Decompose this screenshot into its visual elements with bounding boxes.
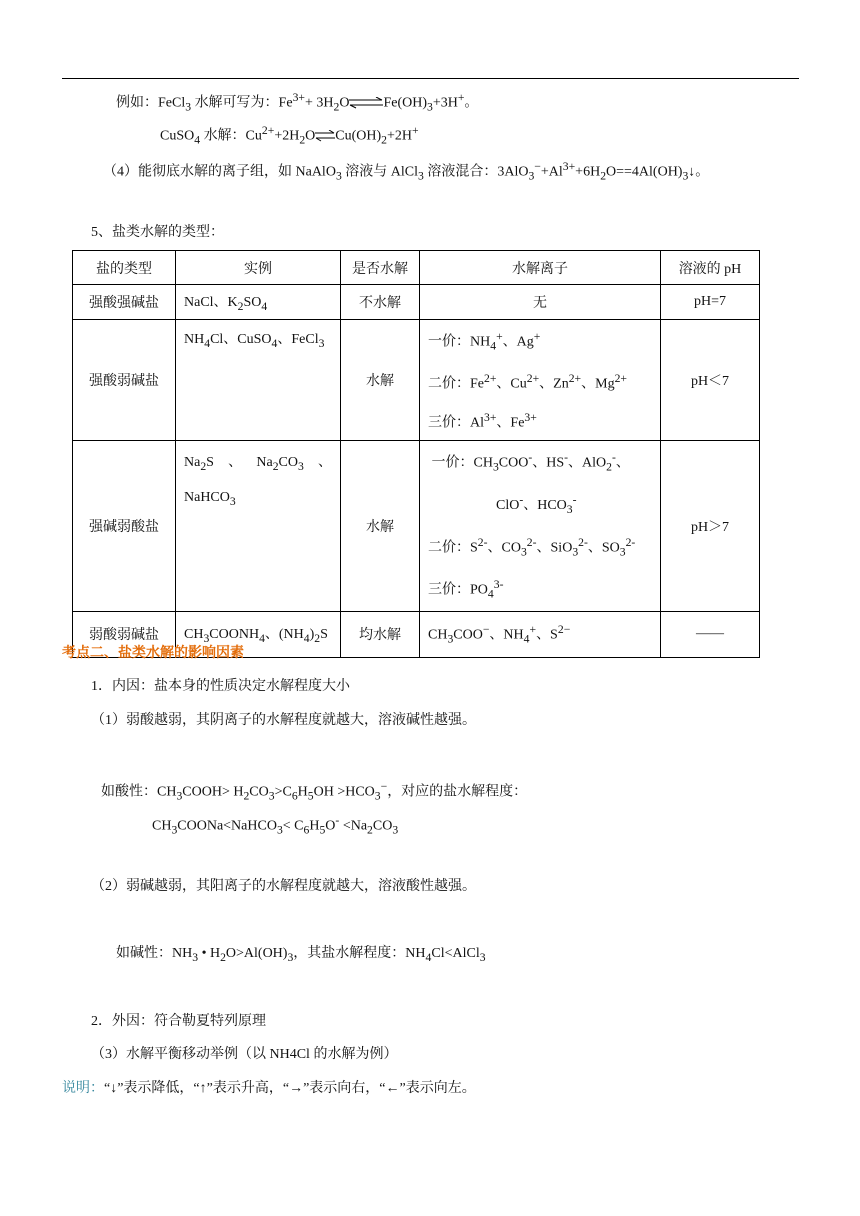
table-row bbox=[73, 440, 760, 611]
cell-ph: —— bbox=[661, 611, 760, 657]
cell-example: $Na_2S$ 、 $Na_2CO_3$ 、 NaHCO$_3$ bbox=[176, 440, 341, 611]
cell-hydrolysis: 水解 bbox=[341, 320, 420, 441]
cell-hydrolysis: 水解 bbox=[341, 440, 420, 611]
cell-ions: 一价：$NH_4^+$、Ag+ 二价：$Fe^{2+}$、$Cu^{2+}$、$Zn^{2+}$、$Mg^{2+}$ 三价：$Al^{3+}$、$Fe^{3+}$ bbox=[420, 320, 661, 441]
th-type: 盐的类型 bbox=[73, 251, 176, 285]
example-fecl3: 例如：FeCl$_3$ 水解可写为：$Fe^{3+}+ 3H_2O$ $Fe(OH)_3+3H^+$。 bbox=[116, 91, 479, 114]
cell-type: 强酸强碱盐 bbox=[73, 285, 176, 320]
th-ph: 溶液的 pH bbox=[661, 251, 760, 285]
note-text: “↓”表示降低，“↑”表示升高，“→”表示向右，“←”表示向左。 bbox=[104, 1081, 476, 1096]
note-label: 说明： bbox=[62, 1081, 104, 1096]
cell-ions: 无 bbox=[420, 285, 661, 320]
waiyin-line: 2．外因：符合勒夏特列原理 bbox=[91, 1014, 266, 1029]
item3-line: （3）水解平衡移动举例（以 NH4Cl 的水解为例） bbox=[91, 1047, 398, 1062]
cell-type: 强碱弱酸盐 bbox=[73, 440, 176, 611]
table-row bbox=[73, 285, 760, 320]
table-row bbox=[73, 320, 760, 441]
section5-heading: 5、盐类水解的类型： bbox=[91, 225, 224, 240]
acidity-order-line: $CH_3COONa<NaHCO_3< C_6H_5O^- <Na_2CO_3$ bbox=[152, 814, 399, 837]
th-hydrolysis: 是否水解 bbox=[341, 251, 420, 285]
basicity-line: 如碱性：$NH_3$ • $H_2O>Al(OH)_3$，其盐水解程度：$NH_4Cl<AlCl_3$ bbox=[116, 946, 486, 964]
header-rule bbox=[62, 78, 799, 79]
cell-ph: pH=7 bbox=[661, 285, 760, 320]
cell-ions: $CH_3COO^-$、$NH_4^+$、$S^{2-}$ bbox=[420, 611, 661, 657]
th-example: 实例 bbox=[176, 251, 341, 285]
cell-example: $NH_4Cl$、CuSO$_4$、FeCl$_3$ bbox=[176, 320, 341, 441]
weak-base-line: （2）弱碱越弱，其阳离子的水解程度就越大，溶液酸性越强。 bbox=[91, 879, 476, 894]
weak-acid-line: （1）弱酸越弱，其阴离子的水解程度就越大，溶液碱性越强。 bbox=[91, 713, 476, 728]
acidity-line: 如酸性：$CH_3COOH> H_2CO_3>C_6H_5OH >HCO_3^-$，对应的盐水解程度： bbox=[101, 780, 528, 803]
example-cuso4: CuSO$_4$ 水解：$Cu^{2+}+2H_2O$ $Cu(OH)_2+2H^+$ bbox=[160, 124, 419, 147]
note-line bbox=[62, 1079, 476, 1099]
cell-example: NaCl、$K_2SO_4$ bbox=[176, 285, 341, 320]
cell-example: $CH_3COONH_4$、$(NH_4)_2S$ bbox=[176, 611, 341, 657]
cell-hydrolysis: 均水解 bbox=[341, 611, 420, 657]
cell-hydrolysis: 不水解 bbox=[341, 285, 420, 320]
kaodian2-title: 考点二、盐类水解的影响因素 bbox=[62, 646, 244, 661]
hydrolysis-table bbox=[72, 250, 760, 658]
cell-ph: pH＞7 bbox=[661, 440, 760, 611]
th-ions: 水解离子 bbox=[420, 251, 661, 285]
cell-ions: 一价：$CH_3COO^-$、HS-、AlO$_2$-、 ClO-、$HCO_3^-$ 二价：$S^{2-}$、$CO_3^{2-}$、SiO$_3^{2-}$、$SO_3^{2-}$ 三价：$PO_4^{3-}$ bbox=[420, 440, 661, 611]
cell-type: 强酸弱碱盐 bbox=[73, 320, 176, 441]
neiyin-line: 1．内因：盐本身的性质决定水解程度大小 bbox=[91, 679, 350, 694]
item4-line: （4）能彻底水解的离子组，如 NaAlO$_3$ 溶液与 AlCl$_3$ 溶液混合：$3AlO_3^-+Al^{3+}+6H_2O==4Al(OH)_3↓$。 bbox=[103, 160, 710, 183]
cell-ph: pH＜7 bbox=[661, 320, 760, 441]
cell-type: 弱酸弱碱盐 bbox=[73, 611, 176, 657]
